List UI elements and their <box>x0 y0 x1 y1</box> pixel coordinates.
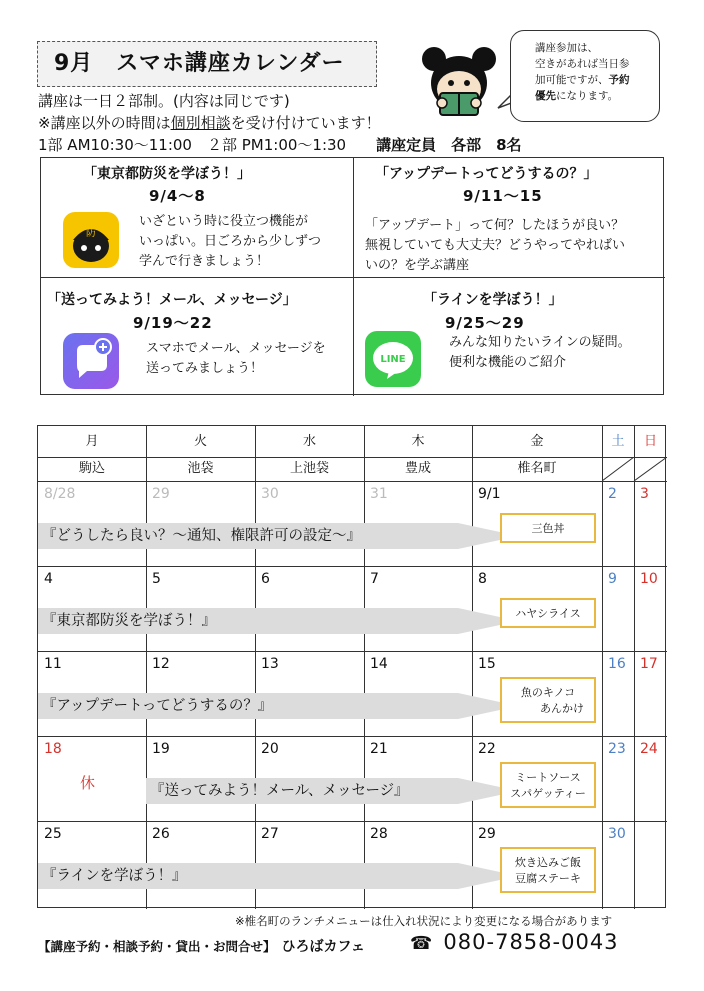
info-line-1: 講座は一日２部制。(内容は同じです) <box>38 92 290 110</box>
date-number: 13 <box>261 656 279 672</box>
desc-line: 便利な機能のご紹介 <box>449 355 567 370</box>
date-number: 3 <box>640 486 649 502</box>
desc-line: 「アップデート」って何？したほうが良い？ <box>365 218 625 233</box>
bubble-line-3a: 加可能ですが、 <box>535 74 609 86</box>
date-number: 31 <box>370 486 388 502</box>
course-dates: 9/19〜22 <box>133 314 213 332</box>
grid-line <box>634 426 635 909</box>
grid-line <box>38 821 667 822</box>
course-name: 『東京都防災を学ぼう！』 <box>42 613 216 629</box>
lunch-menu <box>500 762 596 808</box>
lunch-item: ミートソース <box>515 771 581 784</box>
grid-line <box>38 651 667 652</box>
date-number: 11 <box>44 656 62 672</box>
grid-line <box>472 426 473 909</box>
desc-line: スマホでメール、メッセージを <box>146 341 326 356</box>
date-number: 2 <box>608 486 617 502</box>
desc-line: みんな知りたいラインの疑問。 <box>449 335 631 350</box>
grid-line <box>38 481 667 482</box>
weekend-slash-icon <box>602 457 667 481</box>
course-description <box>365 216 625 276</box>
line-app-icon <box>365 331 421 387</box>
info-line-3 <box>38 135 522 155</box>
desc-line: 送ってみましょう！ <box>146 361 264 376</box>
grid-line <box>38 736 667 737</box>
course-title: 「送ってみよう！メール、メッセージ」 <box>47 292 297 308</box>
bubble-line-2: 空きがあれば当日参 <box>535 58 630 70</box>
date-number: 27 <box>261 826 279 842</box>
bubble-line-3 <box>535 72 651 88</box>
location-label: 池袋 <box>187 461 214 476</box>
contact-label: 【講座予約・相談予約・貸出・お問合せ】 <box>38 939 276 954</box>
message-app-icon <box>63 333 119 389</box>
course-title: 「東京都防災を学ぼう！」 <box>83 166 251 182</box>
course-card-update <box>353 158 665 277</box>
course-dates: 9/25〜29 <box>445 314 525 332</box>
location-label: 豊成 <box>404 461 431 476</box>
grid-line <box>602 426 603 909</box>
lunch-item: 豆腐ステーキ <box>515 872 581 885</box>
course-name: 『アップデートってどうするの？』 <box>42 698 273 714</box>
location-label: 椎名町 <box>517 461 557 476</box>
date-number: 12 <box>152 656 170 672</box>
date-number: 30 <box>608 826 626 842</box>
location-label: 駒込 <box>78 461 105 476</box>
course-description <box>139 212 321 272</box>
lunch-menu <box>500 513 596 543</box>
session-times: 1部 AM10:30〜11:00 ２部 PM1:00〜1:30 <box>38 136 347 154</box>
bubble-line-1: 講座参加は、 <box>535 42 598 54</box>
info-line-2 <box>38 113 381 133</box>
date-number: 28 <box>370 826 388 842</box>
day-header: 木 <box>411 434 425 449</box>
grid-line <box>364 426 365 909</box>
course-description <box>146 339 326 379</box>
date-number: 8 <box>478 571 487 587</box>
course-name: 『ラインを学ぼう！』 <box>42 868 187 884</box>
line-icon-label: LINE <box>380 354 406 365</box>
phone-icon: ☎ <box>410 933 434 954</box>
lunch-item: 魚のキノコ <box>520 686 576 699</box>
lunch-item: スパゲッティー <box>510 787 586 800</box>
lunch-menu <box>500 847 596 893</box>
phone-number <box>410 930 619 954</box>
course-list <box>40 157 664 395</box>
desc-line: 学んで行きましょう！ <box>139 254 270 269</box>
speech-bubble <box>510 30 660 122</box>
date-number: 19 <box>152 741 170 757</box>
date-number: 15 <box>478 656 496 672</box>
info-line-2c: を受け付けています！ <box>230 114 381 132</box>
location-label: 上池袋 <box>289 461 329 476</box>
date-number: 21 <box>370 741 388 757</box>
lunch-note: ※椎名町のランチメニューは仕入れ状況により変更になる場合があります <box>235 914 613 928</box>
capacity: 講座定員 各部 8名 <box>376 136 522 154</box>
course-card-line <box>353 277 665 396</box>
date-number: 4 <box>44 571 53 587</box>
bubble-line-4a: 優先 <box>535 90 556 102</box>
day-header: 日 <box>643 434 657 449</box>
date-number: 10 <box>640 571 658 587</box>
grid-line <box>38 566 667 567</box>
lunch-menu <box>500 677 596 723</box>
course-name: 『送ってみよう！メール、メッセージ』 <box>150 783 409 799</box>
contact-info <box>38 936 365 956</box>
info-line-2b: 個別相談 <box>170 114 231 132</box>
bubble-line-3b: 予約 <box>608 74 630 86</box>
lunch-item: あんかけ <box>540 702 584 715</box>
date-number: 7 <box>370 571 379 587</box>
bousai-icon-label: 防 <box>86 228 96 239</box>
grid-line <box>146 426 147 909</box>
grid-line <box>255 426 256 909</box>
course-title: 「ラインを学ぼう！」 <box>423 292 563 308</box>
bubble-line-4b: になります。 <box>556 90 619 102</box>
day-header: 火 <box>193 434 207 449</box>
date-number: 29 <box>478 826 496 842</box>
date-number: 30 <box>261 486 279 502</box>
course-card-message <box>41 277 353 396</box>
course-title: 「アップデートってどうするの？」 <box>375 166 598 182</box>
day-header: 金 <box>530 434 544 449</box>
desc-line: いざという時に役立つ機能が <box>139 214 309 229</box>
info-line-2a: ※講座以外の時間は <box>38 114 171 132</box>
date-number: 17 <box>640 656 658 672</box>
lunch-menu <box>500 598 596 628</box>
desc-line: 無視していても大丈夫？どうやってやればい <box>365 238 626 253</box>
cafe-name: ひろばカフェ <box>281 939 365 955</box>
holiday-mark: 休 <box>80 774 96 792</box>
course-description <box>449 333 631 373</box>
phone-number-text: 080-7858-0043 <box>443 930 619 954</box>
date-number: 26 <box>152 826 170 842</box>
date-number: 14 <box>370 656 388 672</box>
day-header: 月 <box>85 434 99 449</box>
date-number: 16 <box>608 656 626 672</box>
date-number: 5 <box>152 571 161 587</box>
desc-line: いの？を学ぶ講座 <box>365 258 470 273</box>
date-number: 9 <box>608 571 617 587</box>
date-number: 18 <box>44 741 62 757</box>
bubble-line-4 <box>535 88 651 104</box>
bousai-app-icon <box>63 212 119 268</box>
lunch-item: 三色丼 <box>531 522 565 535</box>
date-number: 8/28 <box>44 486 76 502</box>
calendar-grid <box>37 425 666 908</box>
mascot-reading-icon <box>420 45 498 123</box>
date-number: 22 <box>478 741 496 757</box>
date-number: 6 <box>261 571 270 587</box>
date-number: 24 <box>640 741 658 757</box>
day-header: 土 <box>611 434 625 449</box>
course-dates: 9/4〜8 <box>149 187 206 205</box>
date-number: 20 <box>261 741 279 757</box>
course-dates: 9/11〜15 <box>463 187 543 205</box>
page-title: 9月 スマホ講座カレンダー <box>37 41 377 87</box>
course-card-bousai <box>41 158 353 277</box>
date-number: 23 <box>608 741 626 757</box>
date-number: 9/1 <box>478 486 501 502</box>
date-number: 25 <box>44 826 62 842</box>
desc-line: いっぱい。日ごろから少しずつ <box>139 234 322 249</box>
lunch-item: ハヤシライス <box>515 607 581 620</box>
course-name: 『どうしたら良い？〜通知、権限許可の設定〜』 <box>42 528 361 544</box>
date-number: 29 <box>152 486 170 502</box>
lunch-item: 炊き込みご飯 <box>515 856 581 869</box>
day-header: 水 <box>302 434 316 449</box>
